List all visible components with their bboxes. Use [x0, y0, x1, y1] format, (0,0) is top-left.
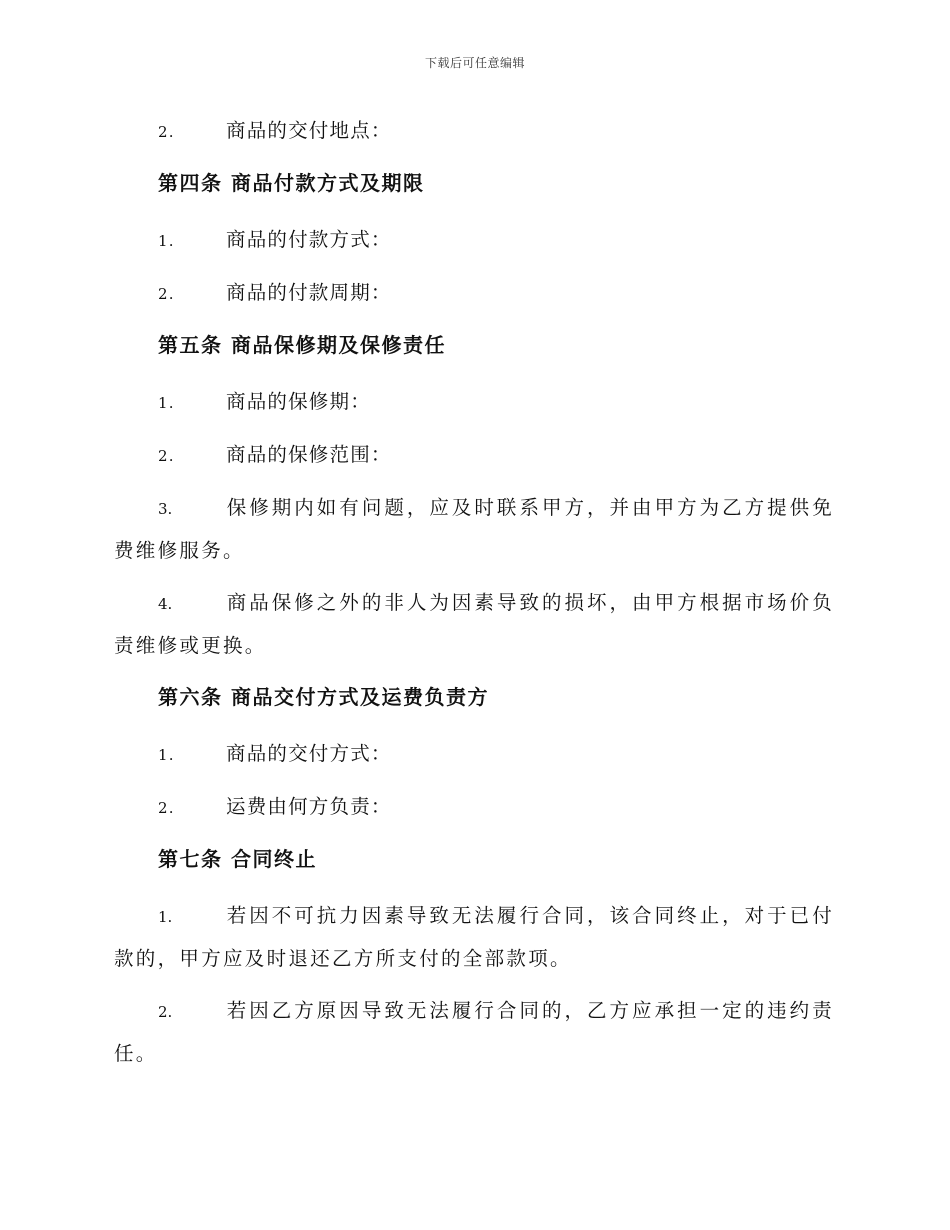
- non-warranty-damage-paragraph: [114, 582, 834, 667]
- warranty-period-item: [114, 381, 834, 424]
- item-text: 商品的交付地点：: [226, 119, 392, 142]
- paragraph-text: 若因乙方原因导致无法履行合同的，乙方应承担一定的违约责任。: [114, 999, 834, 1065]
- article-7-heading: 第七条 合同终止: [158, 847, 317, 871]
- shipping-responsibility-item: [114, 786, 834, 829]
- article-6-heading: 第六条 商品交付方式及运费负责方: [158, 685, 489, 709]
- delivery-method-item: [114, 733, 834, 776]
- paragraph-text: 保修期内如有问题，应及时联系甲方，并由甲方为乙方提供免费维修服务。: [114, 496, 834, 562]
- item-number: 1.: [158, 908, 173, 926]
- item-text: 商品的交付方式：: [226, 742, 392, 765]
- payment-method-item: [114, 219, 834, 262]
- breach-paragraph: [114, 990, 834, 1075]
- article-4-heading: 第四条 商品付款方式及期限: [158, 171, 425, 195]
- item-number: 2.: [158, 799, 175, 817]
- item-number: 3.: [158, 500, 173, 518]
- paragraph-text: 若因不可抗力因素导致无法履行合同，该合同终止，对于已付款的，甲方应及时退还乙方所支付的全部款项。: [114, 904, 834, 970]
- item-number: 2.: [158, 447, 175, 465]
- item-text: 商品的付款方式：: [226, 228, 392, 251]
- item-number: 1.: [158, 394, 175, 412]
- item-number: 1.: [158, 232, 175, 250]
- item-number: 1.: [158, 746, 175, 764]
- force-majeure-paragraph: [114, 895, 834, 980]
- item-text: 商品的保修范围：: [226, 443, 392, 466]
- document-body: [114, 110, 834, 1085]
- paragraph-text: 商品保修之外的非人为因素导致的损坏，由甲方根据市场价负责维修或更换。: [114, 591, 834, 657]
- warranty-scope-item: [114, 434, 834, 477]
- item-text: 运费由何方负责：: [226, 795, 392, 818]
- item-number: 4.: [158, 595, 173, 613]
- payment-period-item: [114, 272, 834, 315]
- item-number: 2.: [158, 1003, 173, 1021]
- item-text: 商品的付款周期：: [226, 281, 392, 304]
- item-number: 2.: [158, 285, 175, 303]
- warranty-repair-paragraph: [114, 487, 834, 572]
- page-header: 下载后可任意编辑: [424, 56, 525, 70]
- article-5-heading: 第五条 商品保修期及保修责任: [158, 333, 446, 357]
- item-number: 2.: [158, 123, 175, 141]
- item-text: 商品的保修期：: [226, 390, 371, 413]
- delivery-location-item: [114, 110, 834, 153]
